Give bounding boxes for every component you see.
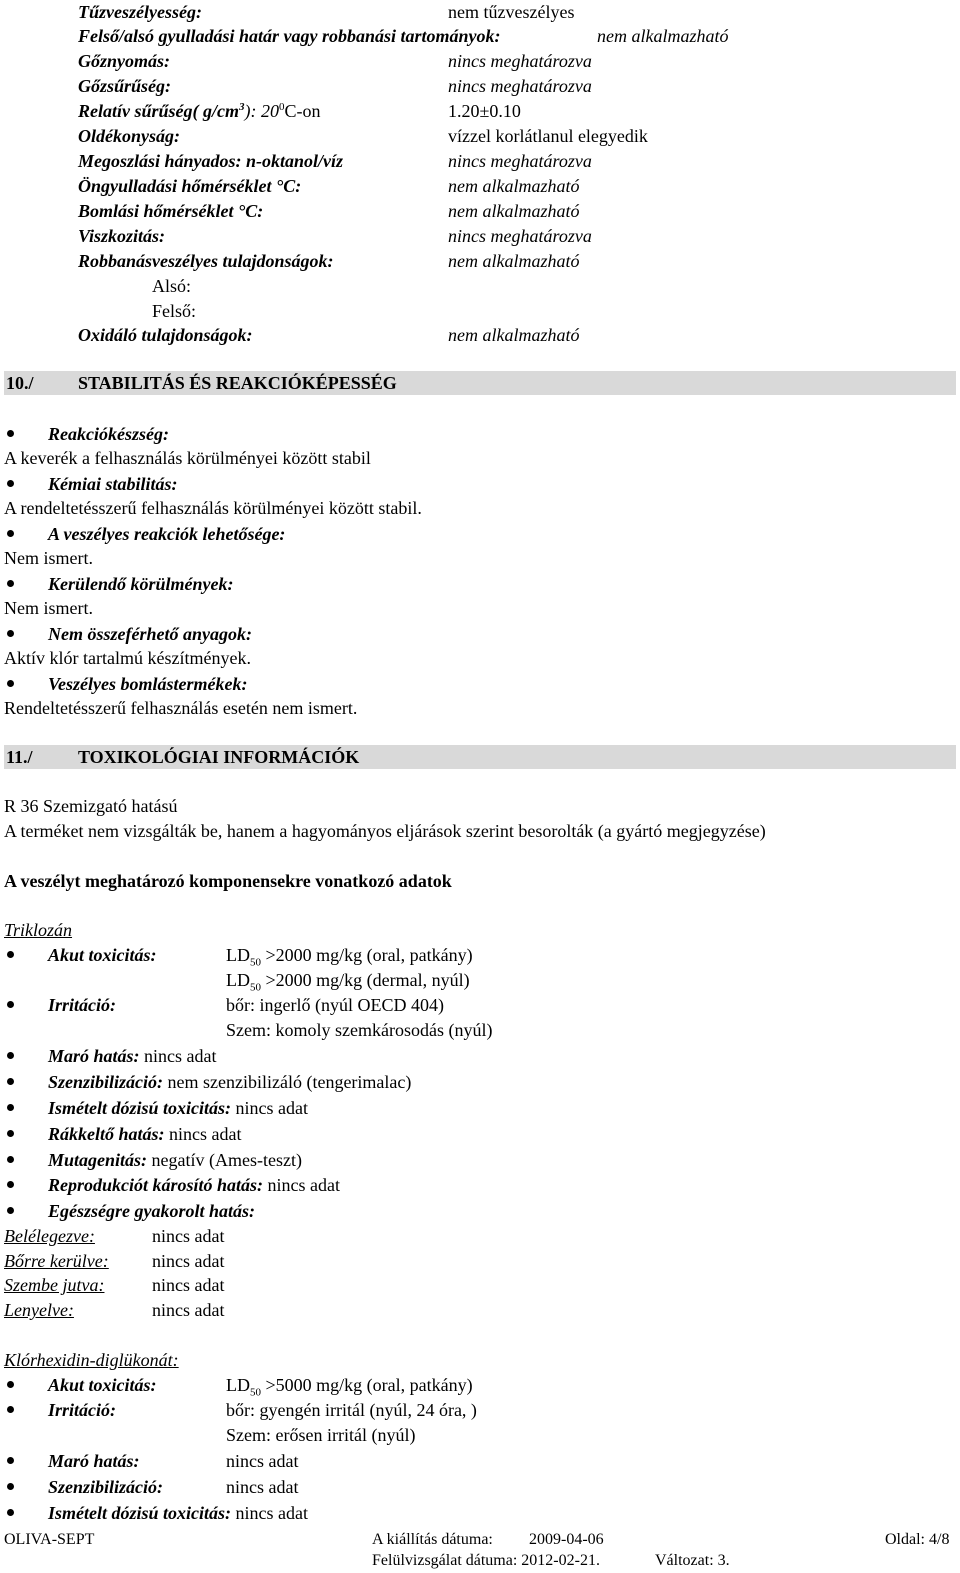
exposure-route-value: nincs adat (152, 1300, 225, 1320)
irritation-label: Irritáció: (48, 995, 117, 1015)
effect-label: Rákkeltő hatás: (48, 1124, 165, 1144)
list-item-label: Nem összeférhető anyagok: (48, 624, 252, 644)
effect-value: nincs adat (231, 1503, 308, 1523)
acute-toxicity-label: Akut toxicitás: (48, 1375, 157, 1395)
r-phrase: R 36 Szemizgató hatású (4, 796, 178, 816)
property-value: nem alkalmazható (448, 325, 580, 345)
ld-subscript: 50 (250, 956, 261, 969)
property-value: nem alkalmazható (448, 201, 580, 221)
exposure-route-value: nincs adat (152, 1226, 225, 1246)
acute-toxicity-value (226, 969, 470, 994)
effect-label: Egészségre gyakorolt hatás: (48, 1201, 255, 1221)
list-item-text: Aktív klór tartalmú készítmények. (4, 648, 251, 668)
ld-text: LD (226, 970, 250, 990)
effect-row (48, 1123, 242, 1145)
list-item-label: A veszélyes reakciók lehetősége: (48, 524, 286, 544)
ld-text: LD (226, 1375, 250, 1395)
ld-subscript: 50 (250, 1386, 261, 1399)
irritation-value: bőr: gyengén irritál (nyúl, 24 óra, ) (226, 1400, 477, 1420)
upper-limit-label: Felső: (152, 301, 197, 321)
list-item-text: Nem ismert. (4, 598, 93, 618)
component-name: Klórhexidin-diglükonát: (4, 1350, 179, 1370)
section-11-title: TOXIKOLÓGIAI INFORMÁCIÓK (78, 747, 360, 767)
density-sup-3: 3 (239, 101, 245, 113)
bullet-icon (7, 1104, 14, 1111)
property-label: Öngyulladási hőmérséklet °C: (78, 176, 302, 196)
ld-subscript: 50 (250, 981, 261, 994)
property-label: Gőzsűrűség: (78, 76, 172, 96)
property-value: nem alkalmazható (448, 251, 580, 271)
list-item-text: A keverék a felhasználás körülményei között stabil (4, 448, 371, 468)
acute-value-text: >2000 mg/kg (oral, patkány) (261, 945, 473, 965)
exposure-route-label: Szembe jutva: (4, 1275, 105, 1295)
effect-value: nincs adat (263, 1175, 341, 1195)
bullet-icon (7, 1406, 14, 1413)
corrosive-label: Maró hatás: (48, 1451, 140, 1471)
acute-value-text: >2000 mg/kg (dermal, nyúl) (261, 970, 470, 990)
property-label: Tűzveszélyesség: (78, 2, 202, 22)
effect-row (48, 1045, 217, 1067)
bullet-icon (7, 1457, 14, 1464)
bullet-icon (7, 580, 14, 587)
effect-row (48, 1149, 302, 1171)
property-value: nem alkalmazható (597, 26, 729, 46)
effect-label: Ismételt dózisú toxicitás: (48, 1503, 232, 1523)
property-value: nincs meghatározva (448, 151, 592, 171)
bullet-icon (7, 1207, 14, 1214)
property-label: Gőznyomás: (78, 51, 171, 71)
bullet-icon (7, 430, 14, 437)
sensitization-value: nincs adat (226, 1477, 299, 1497)
irritation-value: Szem: komoly szemkárosodás (nyúl) (226, 1020, 493, 1040)
density-label-a: Relatív sűrűség( g/cm (78, 101, 239, 121)
bullet-icon (7, 1130, 14, 1137)
exposure-route-label: Lenyelve: (4, 1300, 74, 1320)
bullet-icon (7, 1483, 14, 1490)
effect-row (48, 1200, 255, 1222)
property-label: Oxidáló tulajdonságok: (78, 325, 253, 345)
property-value: nincs meghatározva (448, 51, 592, 71)
irritation-label: Irritáció: (48, 1400, 117, 1420)
property-label: Megoszlási hányados: n-oktanol/víz (78, 151, 344, 171)
effect-row (48, 1502, 308, 1524)
bullet-icon (7, 530, 14, 537)
bullet-icon (7, 1078, 14, 1085)
effect-row (48, 1097, 308, 1119)
bullet-icon (7, 480, 14, 487)
effect-row (48, 1071, 411, 1093)
footer-version: Változat: 3. (655, 1552, 730, 1569)
bullet-icon (7, 1001, 14, 1008)
property-label: Viszkozitás: (78, 226, 166, 246)
effect-value: nem szenzibilizáló (tengerimalac) (163, 1072, 412, 1092)
bullet-icon (7, 1052, 14, 1059)
effect-value: nincs adat (164, 1124, 242, 1144)
exposure-route-label: Belélegezve: (4, 1226, 95, 1246)
classification-note: A terméket nem vizsgálták be, hanem a hagyományos eljárások szerint besorolták (a gyártó megjegyzése) (4, 821, 766, 841)
bullet-icon (7, 680, 14, 687)
property-label: Oldékonyság: (78, 126, 180, 146)
corrosive-value: nincs adat (226, 1451, 299, 1471)
density-sup-0: 0 (279, 101, 285, 113)
component-name: Triklozán (4, 920, 73, 940)
property-value: nem alkalmazható (448, 176, 580, 196)
acute-value-text: >5000 mg/kg (oral, patkány) (261, 1375, 473, 1395)
property-label: Felső/alsó gyulladási határ vagy robbanási tartományok: (78, 26, 501, 46)
exposure-route-value: nincs adat (152, 1251, 225, 1271)
effect-label: Szenzibilizáció: (48, 1072, 164, 1092)
lower-limit-label: Alsó: (152, 276, 192, 296)
section-10-title: STABILITÁS ÉS REAKCIÓKÉPESSÉG (78, 373, 397, 393)
bullet-icon (7, 1381, 14, 1388)
footer-review-date: Felülvizsgálat dátuma: 2012-02-21. (372, 1552, 600, 1569)
acute-toxicity-label: Akut toxicitás: (48, 945, 157, 965)
effect-row (48, 1174, 340, 1196)
effect-label: Ismételt dózisú toxicitás: (48, 1098, 232, 1118)
bullet-icon (7, 630, 14, 637)
footer-page-number: Oldal: 4/8 (885, 1531, 950, 1548)
acute-toxicity-value (226, 1374, 473, 1399)
ld-text: LD (226, 945, 250, 965)
property-value: nincs meghatározva (448, 76, 592, 96)
irritation-value: Szem: erősen irritál (nyúl) (226, 1425, 416, 1445)
sensitization-label: Szenzibilizáció: (48, 1477, 164, 1497)
section-11-number: 11./ (6, 747, 33, 767)
effect-label: Mutagenitás: (48, 1150, 148, 1170)
list-item-text: Rendeltetésszerű felhasználás esetén nem ismert. (4, 698, 358, 718)
exposure-route-label: Bőrre kerülve: (4, 1251, 109, 1271)
effect-value: nincs adat (139, 1046, 217, 1066)
property-value: nincs meghatározva (448, 226, 592, 246)
components-heading: A veszélyt meghatározó komponensekre vonatkozó adatok (4, 871, 452, 891)
property-label: Bomlási hőmérséklet °C: (78, 201, 264, 221)
section-10-number: 10./ (6, 373, 34, 393)
bullet-icon (7, 1181, 14, 1188)
density-label-b: ): 20 (244, 101, 279, 121)
effect-label: Maró hatás: (48, 1046, 140, 1066)
property-value: nem tűzveszélyes (448, 2, 575, 22)
bullet-icon (7, 1156, 14, 1163)
irritation-value: bőr: ingerlő (nyúl OECD 404) (226, 995, 444, 1015)
effect-label: Reprodukciót károsító hatás: (48, 1175, 264, 1195)
bullet-icon (7, 951, 14, 958)
list-item-label: Kerülendő körülmények: (48, 574, 234, 594)
density-value: 1.20±0.10 (448, 101, 521, 121)
property-value: vízzel korlátlanul elegyedik (448, 126, 648, 146)
footer-issue-date: 2009-04-06 (529, 1531, 604, 1548)
property-label: Robbanásveszélyes tulajdonságok: (78, 251, 334, 271)
density-label-c: C-on (284, 101, 321, 121)
list-item-label: Kémiai stabilitás: (48, 474, 178, 494)
acute-toxicity-value (226, 944, 473, 969)
list-item-text: Nem ismert. (4, 548, 93, 568)
exposure-route-value: nincs adat (152, 1275, 225, 1295)
density-label (78, 100, 321, 122)
bullet-icon (7, 1509, 14, 1516)
effect-value: nincs adat (231, 1098, 308, 1118)
footer-issue-label: A kiállítás dátuma: (372, 1531, 493, 1548)
effect-value: negatív (Ames-teszt) (147, 1150, 302, 1170)
list-item-label: Reakciókészség: (48, 424, 169, 444)
list-item-text: A rendeltetésszerű felhasználás körülményei között stabil. (4, 498, 422, 518)
list-item-label: Veszélyes bomlástermékek: (48, 674, 248, 694)
footer-product: OLIVA-SEPT (4, 1531, 95, 1548)
